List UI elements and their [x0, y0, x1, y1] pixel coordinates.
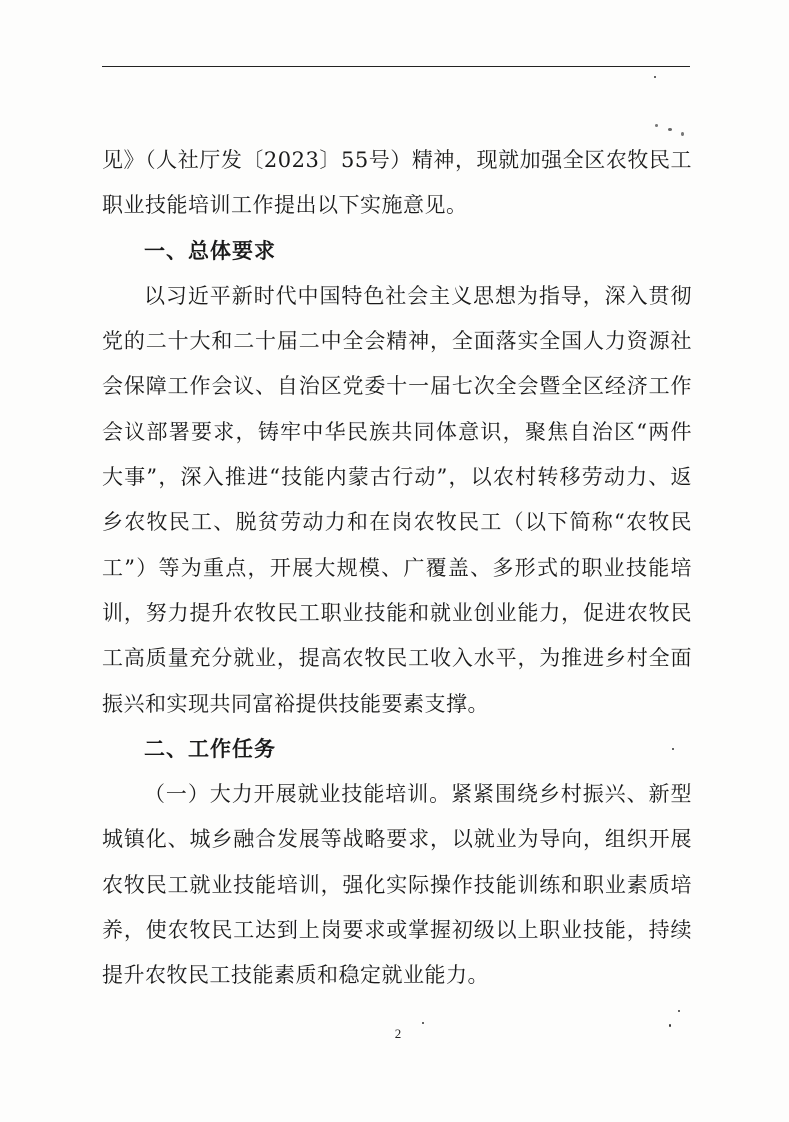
scan-speck [654, 76, 656, 78]
scan-speck [668, 128, 672, 131]
scan-speck [669, 1024, 671, 1027]
scan-speck [672, 748, 674, 750]
paragraph-general-requirements: 以习近平新时代中国特色社会主义思想为指导，深入贯彻党的二十大和二十届二中全会精神，全面落实全国人力资源社会保障工作会议、自治区党委十一届七次全会暨全区经济工作会议部署要求，铸牢中华民族共同体意识，聚焦自治区“两件大事”，深入推进“技能内蒙古行动”，以农村转移劳动力、返乡农牧民工、脱贫劳动力和在岗农牧民工（以下简称“农牧民工”）等为重点，开展大规模、广覆盖、多形式的职业技能培训，努力提升农牧民工职业技能和就业创业能力，促进农牧民工高质量充分就业，提高农牧民工收入水平，为推进乡村全面振兴和实现共同富裕提供技能要素支撑。 [102, 283, 692, 716]
section-heading-work-tasks: 二、工作任务 [144, 736, 276, 761]
scan-speck [678, 1010, 680, 1012]
document-body [102, 138, 692, 999]
section-heading-general-requirements: 一、总体要求 [144, 238, 276, 263]
page-number: 2 [394, 1026, 402, 1041]
continuation-paragraph: 见》（人社厅发〔2023〕55号）精神，现就加强全区农牧民工职业技能培训工作提出以下实施意见。 [102, 148, 692, 218]
scan-speck [681, 132, 684, 136]
scan-speck [655, 124, 658, 127]
paragraph-employment-skills-training: （一）大力开展就业技能培训。紧紧围绕乡村振兴、新型城镇化、城乡融合发展等战略要求，以就业为导向，组织开展农牧民工就业技能培训，强化实际操作技能训练和职业素质培养，使农牧民工达到上岗要求或掌握初级以上职业技能，持续提升农牧民工技能素质和稳定就业能力。 [102, 782, 692, 988]
scan-speck [422, 1022, 424, 1024]
header-rule [102, 66, 690, 67]
